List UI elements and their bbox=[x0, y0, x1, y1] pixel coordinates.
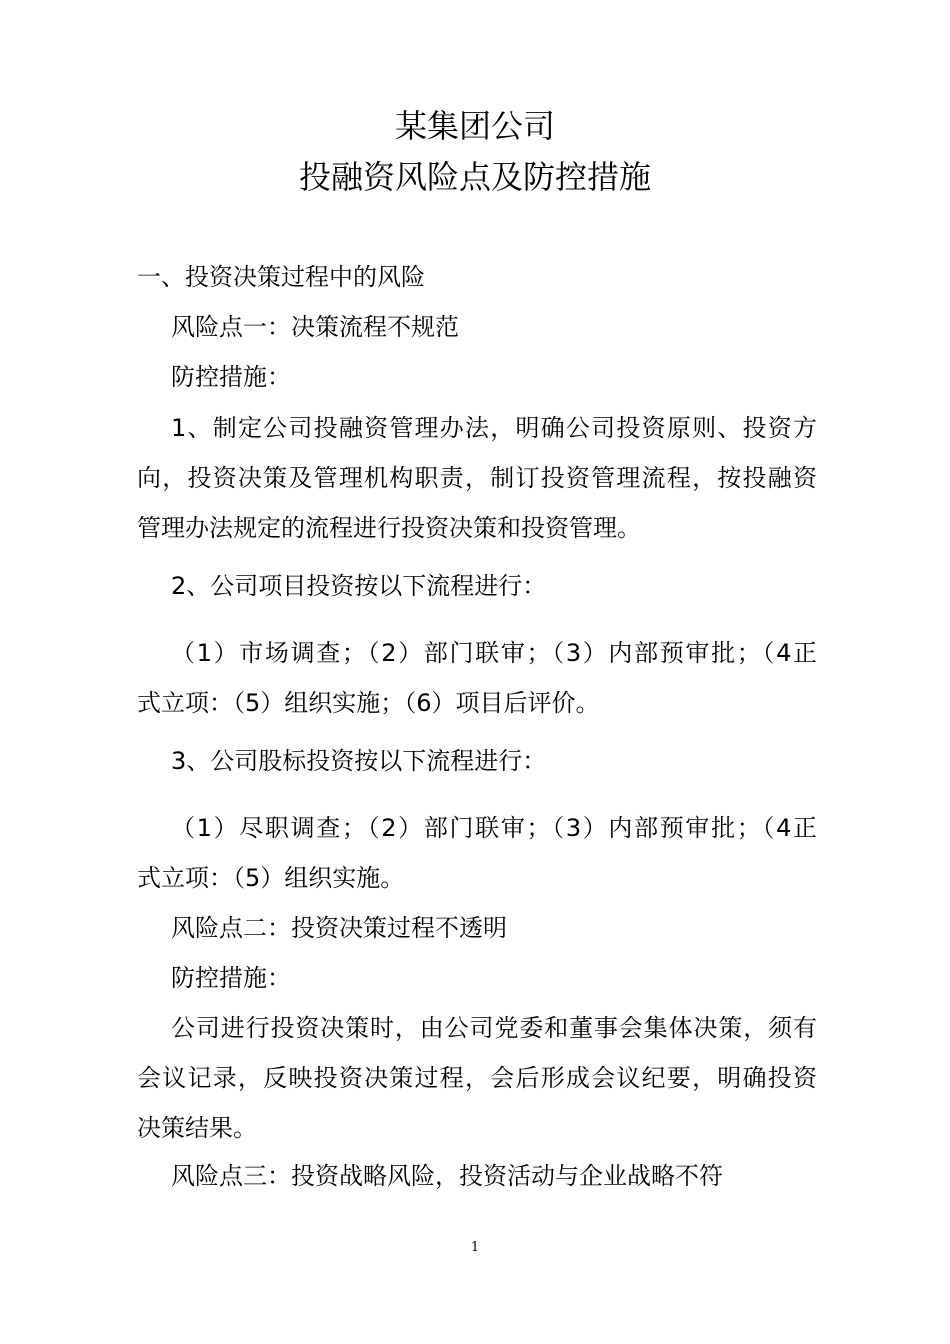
page-number: 1 bbox=[470, 1240, 480, 1255]
paragraph-line: 决策结果。 bbox=[137, 1114, 257, 1142]
risk-point-title: 风险点一：决策流程不规范 bbox=[171, 313, 459, 341]
risk-point-title: 风险点三：投资战略风险，投资活动与企业战略不符 bbox=[171, 1162, 723, 1190]
process-steps-line: 式立项：（5）组织实施；（6）项目后评价。 bbox=[137, 689, 600, 717]
paragraph-line: 1、制定公司投融资管理办法，明确公司投资原则、投资方 bbox=[171, 414, 817, 442]
process-steps-line: 式立项：（5）组织实施。 bbox=[137, 864, 405, 892]
risk-point-title: 风险点二：投资决策过程不透明 bbox=[171, 914, 507, 942]
document-title-company: 某集团公司 bbox=[394, 107, 555, 145]
paragraph-line: 3、公司股标投资按以下流程进行： bbox=[171, 747, 547, 775]
measures-label: 防控措施： bbox=[171, 363, 291, 391]
paragraph-line: 向，投资决策及管理机构职责，制订投资管理流程，按投融资 bbox=[137, 464, 817, 492]
process-steps-line: （1）尽职调查；（2）部门联审；（3）内部预审批；（4正 bbox=[171, 814, 817, 842]
section-heading: 一、投资决策过程中的风险 bbox=[137, 263, 425, 291]
document-title-subject: 投融资风险点及防控措施 bbox=[298, 158, 651, 196]
paragraph-line: 公司进行投资决策时，由公司党委和董事会集体决策，须有 bbox=[171, 1014, 817, 1042]
paragraph-line: 管理办法规定的流程进行投资决策和投资管理。 bbox=[137, 514, 641, 542]
paragraph-line: 会议记录，反映投资决策过程，会后形成会议纪要，明确投资 bbox=[137, 1064, 817, 1092]
measures-label: 防控措施： bbox=[171, 964, 291, 992]
process-steps-line: （1）市场调查；（2）部门联审；（3）内部预审批；（4正 bbox=[171, 639, 817, 667]
paragraph-line: 2、公司项目投资按以下流程进行： bbox=[171, 572, 547, 600]
